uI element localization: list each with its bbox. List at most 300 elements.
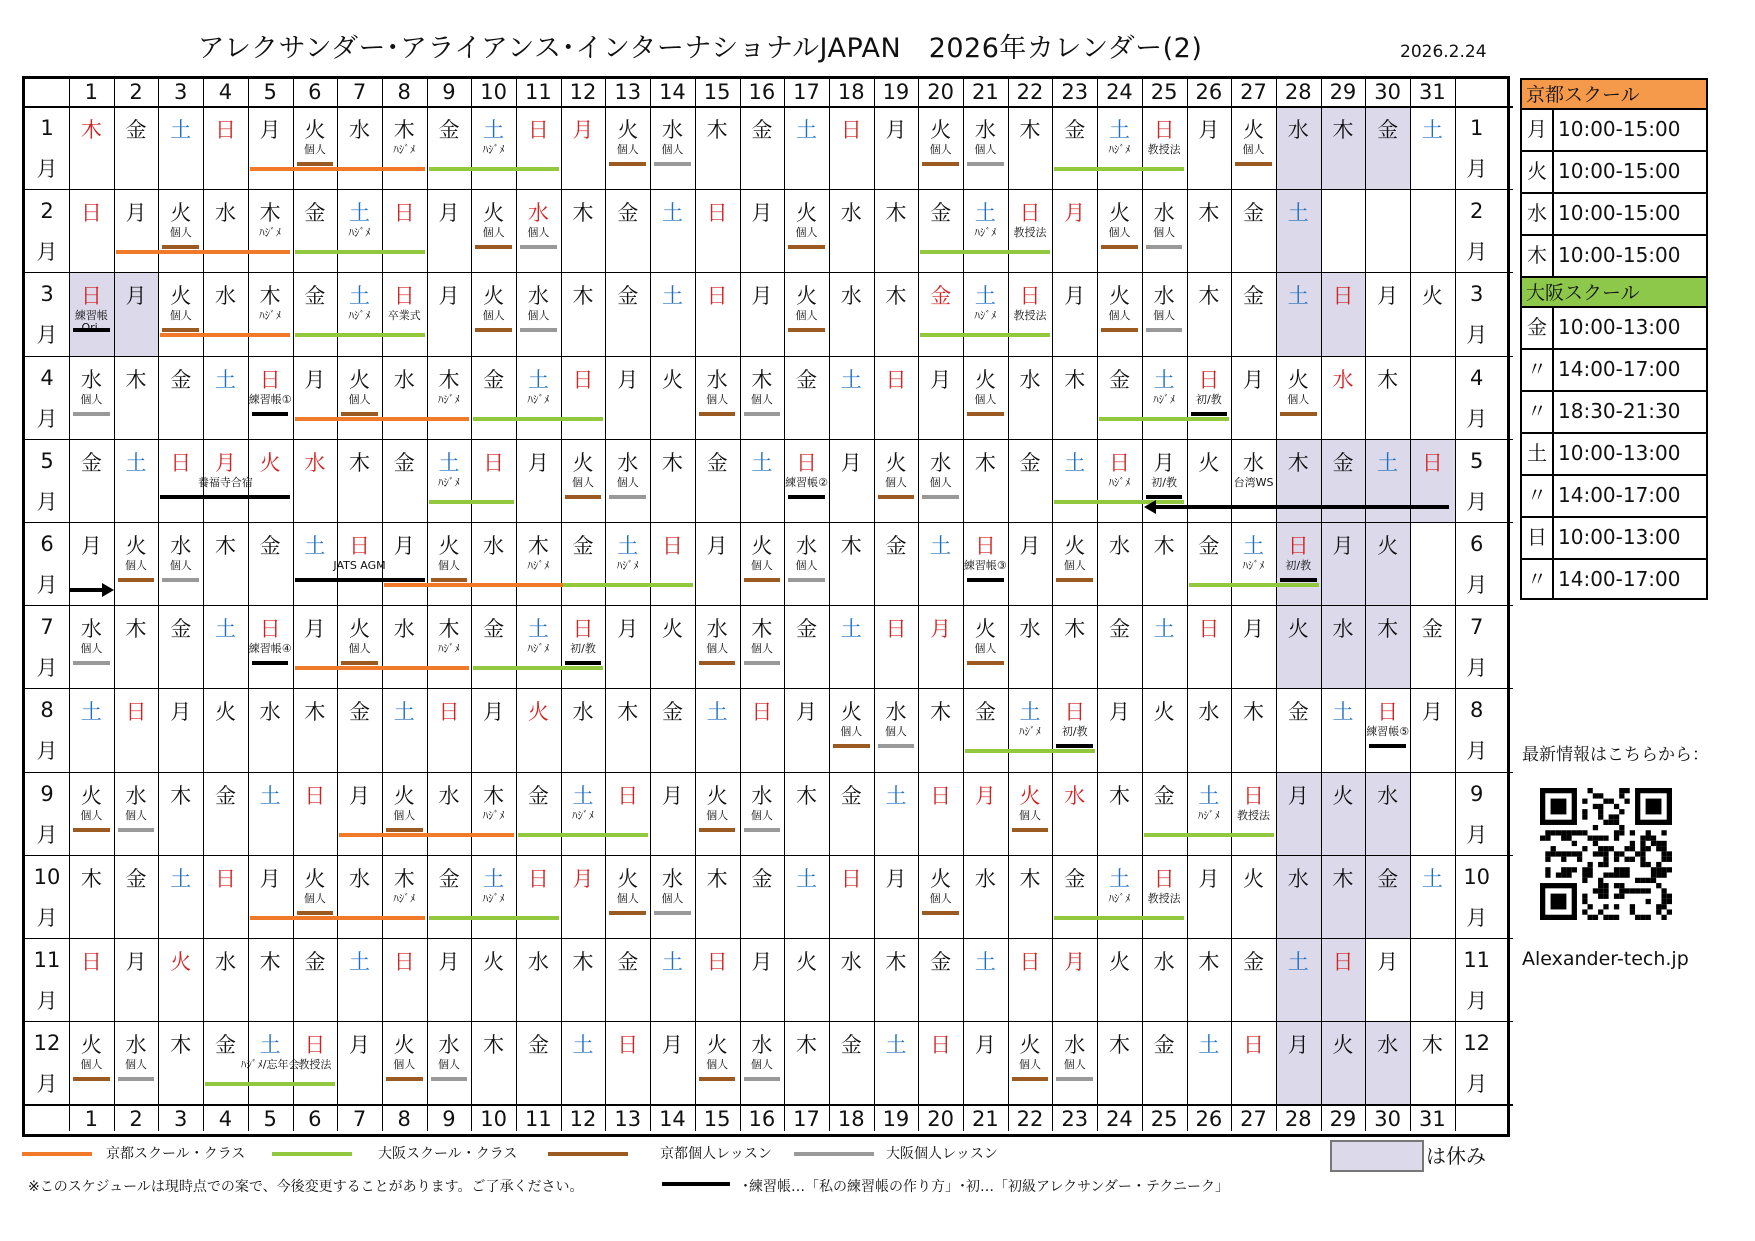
weekday-cell: 月 [661, 1033, 683, 1058]
month-number: 1 [40, 116, 54, 140]
grid-hline [25, 938, 1513, 939]
month-suffix: 月 [1466, 1072, 1488, 1097]
event-note: 個人 [169, 226, 192, 240]
month-number: 10 [1463, 864, 1491, 889]
weekday-cell: 水 [706, 367, 728, 392]
day-header-top: 8 [397, 80, 411, 104]
day-header-bottom: 10 [480, 1107, 507, 1132]
day-header-top: 31 [1418, 80, 1446, 104]
schedule-bar-kyoto-private [386, 828, 423, 832]
weekday-cell: 火 [1064, 534, 1086, 558]
weekday-cell: 月 [214, 450, 236, 475]
month-label-right [1455, 534, 1499, 596]
weekday-cell: 日 [1019, 284, 1041, 309]
weekday-cell: 火 [1019, 783, 1041, 808]
event-note: ﾊｼﾞﾒ [527, 642, 550, 656]
weekday-cell: 水 [214, 201, 236, 226]
grid-hline [25, 439, 1513, 440]
schedule-bar-kyoto-private [609, 911, 646, 915]
weekday-cell: 日 [1377, 700, 1399, 725]
weekday-cell: 火 [1108, 950, 1130, 974]
weekday-cell: 木 [259, 201, 281, 226]
weekday-cell: 水 [1332, 617, 1354, 642]
event-note: 個人 [80, 1058, 103, 1072]
weekday-cell: 火 [661, 367, 683, 392]
weekday-cell: 月 [885, 118, 907, 142]
latest-info-label: 最新情報はこちらから： [1522, 745, 1709, 765]
weekday-cell: 水 [304, 450, 326, 475]
weekday-cell: 金 [572, 534, 594, 558]
weekday-cell: 日 [1019, 950, 1041, 974]
weekday-cell: 金 [1064, 866, 1086, 891]
month-suffix: 月 [1466, 489, 1488, 514]
weekday-cell: 月 [617, 617, 639, 642]
weekday-cell: 土 [1153, 367, 1175, 392]
weekday-cell: 土 [259, 783, 281, 808]
event-note: ﾊｼﾞﾒ [1242, 559, 1265, 572]
day-header-top: 23 [1061, 80, 1089, 104]
weekday-cell: 日 [885, 617, 907, 642]
schedule-bar-kyoto-private [565, 495, 602, 499]
event-note: ﾊｼﾞﾒ [437, 392, 460, 406]
schedule-bar-kyoto-private [1056, 578, 1093, 582]
weekday-cell: 木 [1064, 617, 1086, 642]
weekday-cell: 月 [1153, 450, 1175, 475]
month-label-left [25, 864, 69, 930]
weekday-cell: 土 [1198, 783, 1220, 808]
weekday-cell: 月 [1243, 617, 1265, 642]
month-suffix: 月 [36, 489, 58, 514]
event-note: 個人 [974, 392, 997, 406]
weekday-cell: 日 [527, 866, 549, 891]
day-header-bottom: 22 [1016, 1107, 1044, 1132]
hours-time: 10:00-15:00 [1558, 201, 1681, 225]
weekday-cell: 木 [796, 783, 818, 808]
event-note: 個人 [706, 392, 729, 406]
event-note: 練習帳④ [248, 642, 292, 656]
event-note: 個人 [929, 891, 952, 905]
weekday-cell: 木 [1064, 367, 1086, 392]
event-note: 個人 [437, 1058, 460, 1072]
event-note: 教授法 [1237, 808, 1271, 822]
weekday-cell: 月 [1064, 284, 1086, 309]
weekday-cell: 土 [393, 700, 415, 725]
event-note: 個人 [1287, 392, 1310, 406]
weekday-cell: 月 [1198, 118, 1220, 142]
weekday-cell: 木 [393, 866, 415, 891]
weekday-cell: 月 [1198, 866, 1220, 891]
schedule-bar-osaka-class [429, 500, 514, 504]
weekday-cell: 土 [214, 617, 236, 642]
osaka-hours-list [1520, 306, 1708, 600]
weekday-cell: 火 [393, 783, 415, 808]
weekday-cell: 金 [125, 866, 147, 891]
schedule-bar-osaka-class [1054, 500, 1184, 504]
hours-day: 金 [1522, 308, 1554, 348]
schedule-bar-osaka-class [473, 666, 603, 670]
weekday-cell: 金 [751, 118, 773, 142]
schedule-bar-kyoto-private [431, 578, 468, 582]
day-header-bottom: 4 [218, 1107, 233, 1132]
day-header-top: 9 [442, 80, 456, 104]
weekday-cell: 水 [974, 118, 996, 142]
weekday-cell: 水 [1243, 450, 1265, 475]
weekday-cell: 日 [1198, 367, 1220, 392]
month-number: 5 [1470, 448, 1484, 473]
day-header-top: 26 [1195, 80, 1223, 104]
weekday-cell: 月 [438, 284, 460, 309]
weekday-cell: 月 [304, 617, 326, 642]
weekday-cell: 土 [1064, 450, 1086, 475]
event-note: 個人 [1153, 309, 1176, 323]
schedule-bar-osaka-class [1054, 916, 1184, 920]
weekday-cell: 月 [125, 950, 147, 974]
weekday-cell: 日 [572, 367, 594, 392]
event-note: 個人 [616, 891, 639, 905]
event-note: 台湾WS [1233, 475, 1274, 489]
event-note: 教授法 [1013, 226, 1047, 240]
weekday-cell: 月 [1377, 950, 1399, 974]
day-header-top: 7 [352, 80, 367, 104]
weekday-cell: 月 [80, 534, 102, 558]
month-label-left [25, 118, 69, 180]
weekday-cell: 火 [483, 201, 505, 226]
hours-time: 14:00-17:00 [1558, 357, 1681, 381]
weekday-cell: 水 [80, 617, 102, 642]
weekday-cell: 火 [1198, 450, 1220, 475]
weekday-cell: 火 [796, 284, 818, 309]
weekday-cell: 金 [170, 617, 192, 642]
weekday-cell: 金 [1153, 1033, 1175, 1058]
legend-workbook-swatch [662, 1182, 730, 1186]
weekday-cell: 土 [304, 534, 326, 558]
weekday-cell: 木 [751, 367, 773, 392]
hours-day: 土 [1522, 434, 1554, 474]
day-header-top: 17 [793, 80, 820, 104]
event-note: 初/教 [1061, 725, 1088, 739]
schedule-bar-kyoto-private [788, 328, 825, 332]
schedule-bar-kyoto-class [339, 833, 514, 837]
event-note: 練習帳① [248, 392, 292, 406]
weekday-cell: 土 [661, 201, 683, 226]
weekday-cell: 日 [80, 284, 102, 309]
weekday-cell: 木 [1243, 700, 1265, 725]
schedule-bar-osaka-class [1189, 583, 1319, 587]
hours-day: 〃 [1522, 560, 1554, 598]
hours-time: 10:00-15:00 [1558, 243, 1681, 267]
month-suffix: 月 [36, 240, 58, 265]
weekday-cell: 木 [1108, 783, 1130, 808]
weekday-cell: 木 [1332, 118, 1354, 142]
month-suffix: 月 [1466, 739, 1488, 764]
hours-day: 〃 [1522, 392, 1554, 432]
weekday-cell: 月 [259, 866, 281, 891]
legend-rest: は休み [1426, 1144, 1486, 1168]
event-note: ﾊｼﾞﾒ [1108, 143, 1131, 156]
event-note: ﾊｼﾞﾒ [1153, 392, 1176, 406]
event-note: ﾊｼﾞﾒ [259, 226, 282, 240]
month-number: 8 [1470, 698, 1484, 723]
month-suffix: 月 [36, 822, 58, 847]
weekday-cell: 火 [170, 950, 192, 974]
weekday-cell: 月 [1108, 700, 1130, 725]
month-label-right [1455, 1033, 1499, 1095]
weekday-cell: 金 [885, 534, 907, 558]
weekday-cell: 月 [1332, 534, 1354, 558]
month-label-left [25, 201, 69, 263]
day-header-bottom: 17 [793, 1107, 820, 1132]
day-header-bottom: 15 [703, 1107, 731, 1132]
event-note: 個人 [125, 808, 148, 822]
weekday-cell: 月 [483, 700, 505, 725]
weekday-cell: 月 [840, 450, 862, 475]
event-note: 個人 [661, 891, 684, 905]
website-link[interactable]: Alexander-tech.jp [1522, 948, 1689, 970]
weekday-cell: 日 [1064, 700, 1086, 725]
weekday-cell: 水 [1198, 700, 1220, 725]
grid-hline [25, 106, 1513, 108]
weekday-cell: 金 [617, 950, 639, 974]
weekday-cell: 水 [527, 950, 549, 974]
weekday-cell: 日 [1332, 284, 1354, 309]
event-note: ﾊｼﾞﾒ [393, 891, 416, 905]
weekday-cell: 木 [1421, 1033, 1443, 1058]
hours-day: 木 [1522, 236, 1554, 276]
schedule-bar-kyoto-private [341, 412, 378, 416]
weekday-cell: 火 [214, 700, 236, 725]
event-note: 個人 [80, 808, 103, 822]
event-note: 個人 [974, 642, 997, 656]
weekday-cell: 土 [885, 1033, 907, 1058]
event-note: 初/教 [1151, 475, 1177, 489]
weekday-cell: 火 [1108, 201, 1130, 226]
event-note: 個人 [661, 143, 684, 156]
day-header-top: 15 [703, 80, 731, 104]
weekday-cell: 水 [1153, 950, 1175, 974]
weekday-cell: 木 [661, 450, 683, 475]
weekday-cell: 日 [796, 450, 818, 475]
weekday-cell: 日 [527, 118, 549, 142]
weekday-cell: 土 [840, 367, 862, 392]
legend-osaka-class-swatch [272, 1152, 352, 1156]
grid-hline [25, 356, 1513, 357]
weekday-cell: 火 [930, 118, 952, 142]
month-number: 8 [40, 698, 54, 723]
weekday-cell: 月 [170, 700, 192, 725]
schedule-bar-osaka-private [1146, 328, 1183, 332]
day-header-bottom: 21 [971, 1107, 999, 1132]
weekday-cell: 日 [1108, 450, 1130, 475]
legend-rest-swatch [1330, 1140, 1424, 1172]
weekday-cell: 日 [1198, 617, 1220, 642]
weekday-cell: 水 [1108, 534, 1130, 558]
month-label-right [1455, 617, 1499, 679]
weekday-cell: 水 [349, 866, 371, 891]
weekday-cell: 金 [1377, 866, 1399, 891]
weekday-cell: 火 [1332, 1033, 1354, 1058]
schedule-bar-kyoto-private [297, 162, 334, 166]
hours-day: 火 [1522, 152, 1554, 192]
weekday-cell: 水 [483, 534, 505, 558]
weekday-cell: 火 [751, 534, 773, 558]
hours-row [1520, 516, 1708, 558]
weekday-cell: 木 [527, 534, 549, 558]
day-header-bottom: 23 [1061, 1107, 1089, 1132]
weekday-cell: 土 [661, 284, 683, 309]
weekday-cell: 日 [259, 617, 281, 642]
schedule-bar-workbook [1146, 495, 1183, 499]
weekday-cell: 日 [125, 700, 147, 725]
weekday-cell: 火 [796, 201, 818, 226]
schedule-bar-osaka-class [1099, 417, 1229, 421]
weekday-cell: 水 [840, 201, 862, 226]
weekday-cell: 木 [304, 700, 326, 725]
weekday-cell: 木 [706, 118, 728, 142]
weekday-cell: 月 [885, 866, 907, 891]
event-note: ﾊｼﾞﾒ [393, 143, 416, 156]
event-note: 個人 [527, 309, 550, 323]
schedule-bar-kyoto-private [833, 744, 870, 748]
event-note: 教授法 [1147, 891, 1181, 905]
weekday-cell: 月 [1064, 950, 1086, 974]
event-note: 練習帳⑤ [1366, 725, 1410, 739]
weekday-cell: 水 [80, 367, 102, 392]
weekday-cell: 日 [349, 534, 371, 558]
month-suffix: 月 [36, 573, 58, 597]
month-suffix: 月 [1466, 656, 1488, 681]
weekday-cell: 土 [1287, 284, 1309, 309]
event-note: ﾊｼﾞﾒ [1108, 891, 1131, 905]
weekday-cell: 金 [661, 700, 683, 725]
month-number: 12 [33, 1031, 61, 1056]
weekday-cell: 木 [438, 617, 460, 642]
weekday-cell: 水 [349, 118, 371, 142]
weekday-cell: 月 [438, 201, 460, 226]
weekday-cell: 土 [706, 700, 728, 725]
schedule-bar-workbook [565, 661, 602, 665]
weekday-cell: 土 [930, 534, 952, 558]
event-note: ﾊｼﾞﾒ [437, 475, 460, 489]
event-note: ﾊｼﾞﾒ [482, 143, 505, 156]
weekday-cell: 月 [1287, 1033, 1309, 1058]
schedule-bar-osaka-private [878, 744, 915, 748]
month-label-right [1455, 284, 1499, 346]
hours-row [1520, 150, 1708, 192]
weekday-cell: 日 [1421, 450, 1443, 475]
day-header-bottom: 31 [1418, 1107, 1446, 1132]
event-note: 初/教 [1285, 559, 1312, 572]
schedule-bar-osaka-private [162, 578, 199, 582]
weekday-cell: 火 [170, 201, 192, 226]
weekday-cell: 木 [572, 201, 594, 226]
weekday-cell: 土 [527, 367, 549, 392]
weekday-cell: 木 [572, 284, 594, 309]
weekday-cell: 火 [1019, 1033, 1041, 1058]
day-header-top: 6 [308, 80, 322, 104]
month-number: 3 [1470, 282, 1484, 307]
schedule-bar-kyoto-private [73, 828, 110, 832]
schedule-bar-kyoto-private [162, 245, 199, 249]
event-note: 練習帳③ [963, 559, 1007, 572]
weekday-cell: 水 [1287, 866, 1309, 891]
schedule-bar-osaka-class [1054, 167, 1184, 171]
weekday-cell: 土 [259, 1033, 281, 1058]
day-header-top: 27 [1240, 80, 1267, 104]
weekday-cell: 月 [930, 367, 952, 392]
qr-code-icon[interactable] [1540, 788, 1672, 920]
event-note: 個人 [572, 475, 595, 489]
schedule-bar-osaka-class [295, 333, 425, 337]
hours-time: 10:00-15:00 [1558, 117, 1681, 141]
issue-date: 2026.2.24 [1400, 42, 1487, 62]
weekday-cell: 土 [974, 201, 996, 226]
weekday-cell: 日 [170, 450, 192, 475]
weekday-cell: 日 [840, 118, 862, 142]
school-hours-panel [1520, 78, 1708, 600]
event-note: 個人 [795, 559, 818, 572]
weekday-cell: 木 [1287, 450, 1309, 475]
weekday-cell: 金 [125, 118, 147, 142]
weekday-cell: 火 [1377, 534, 1399, 558]
weekday-cell: 土 [974, 950, 996, 974]
weekday-cell: 月 [974, 783, 996, 808]
event-note: 養福寺合宿 [197, 475, 253, 489]
taiwan-ws-arrow [1152, 505, 1449, 509]
event-note: 個人 [303, 891, 326, 905]
schedule-bar-kyoto-private [609, 162, 646, 166]
weekday-cell: 火 [1243, 118, 1265, 142]
day-header-bottom: 6 [308, 1107, 322, 1132]
weekday-cell: 土 [885, 783, 907, 808]
event-note: 初/教 [570, 642, 596, 656]
weekday-cell: 水 [214, 950, 236, 974]
weekday-cell: 金 [393, 450, 415, 475]
month-number: 9 [1470, 781, 1484, 806]
event-note: 個人 [482, 226, 505, 240]
weekday-cell: 火 [974, 617, 996, 642]
weekday-cell: 月 [572, 118, 594, 142]
schedule-bar-kyoto-class [250, 167, 425, 171]
event-note: 個人 [616, 475, 639, 489]
event-note: 個人 [125, 559, 148, 572]
weekday-cell: 木 [1019, 866, 1041, 891]
event-note: 個人 [169, 559, 192, 572]
weekday-cell: 月 [974, 1033, 996, 1058]
weekday-cell: 土 [80, 700, 102, 725]
weekday-cell: 日 [304, 1033, 326, 1058]
event-note: 卒業式 [387, 309, 421, 323]
schedule-bar-kyoto-private [967, 661, 1004, 665]
event-note: 個人 [80, 392, 103, 406]
weekday-cell: 木 [1108, 1033, 1130, 1058]
weekday-cell: 金 [1332, 450, 1354, 475]
legend-kyoto-private-swatch [548, 1152, 628, 1156]
weekday-cell: 月 [661, 783, 683, 808]
month-suffix: 月 [36, 656, 58, 681]
weekday-cell: 水 [1019, 617, 1041, 642]
event-note: 個人 [750, 808, 773, 822]
weekday-cell: 日 [438, 700, 460, 725]
weekday-cell: 日 [393, 950, 415, 974]
event-note: 個人 [1063, 1058, 1086, 1072]
schedule-bar-osaka-private [654, 162, 691, 166]
weekday-cell: 水 [1064, 1033, 1086, 1058]
weekday-cell: 日 [572, 617, 594, 642]
weekday-cell: 月 [796, 700, 818, 725]
weekday-cell: 土 [617, 534, 639, 558]
weekday-cell: 土 [214, 367, 236, 392]
month-number: 12 [1463, 1031, 1491, 1056]
